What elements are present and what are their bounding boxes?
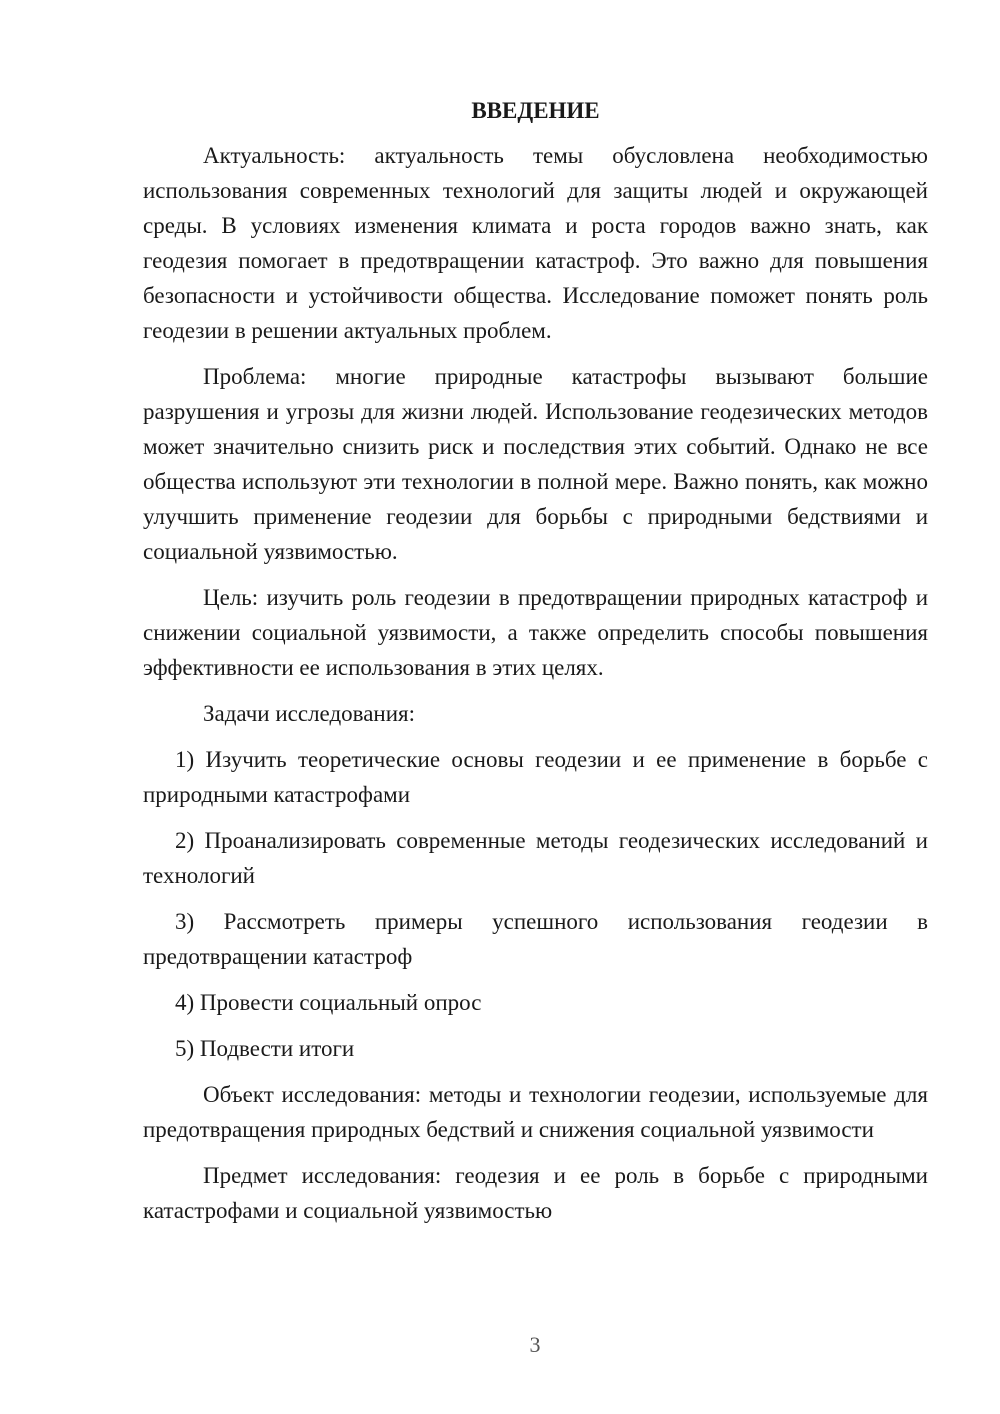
object-paragraph: Объект исследования: методы и технологии геодезии, используемые для предотвращения природных бедствий и снижения социальной уязвимости bbox=[143, 1082, 928, 1142]
page-content bbox=[143, 96, 928, 1239]
task-item-3: 3) Рассмотреть примеры успешного использования геодезии в предотвращении катастроф bbox=[143, 909, 928, 969]
task-item-2: 2) Проанализировать современные методы геодезических исследований и технологий bbox=[143, 828, 928, 888]
subject-paragraph: Предмет исследования: геодезия и ее роль в борьбе с природными катастрофами и социальной уязвимостью bbox=[143, 1163, 928, 1223]
task-item-1: 1) Изучить теоретические основы геодезии и ее применение в борьбе с природными катастрофами bbox=[143, 747, 928, 807]
task-item-4: 4) Провести социальный опрос bbox=[175, 990, 482, 1015]
page-number: 3 bbox=[529, 1332, 541, 1357]
problem-paragraph: Проблема: многие природные катастрофы вызывают большие разрушения и угрозы для жизни людей. Использование геодезических методов может значительно снизить риск и последствия этих событий. Однако не все общества используют эти технологии в полной мере. Важно понять, как можно улучшить применение геодезии для борьбы с природными бедствиями и социальной уязвимостью. bbox=[143, 364, 928, 564]
relevance-paragraph: Актуальность: актуальность темы обусловлена необходимостью использования современных технологий для защиты людей и окружающей среды. В условиях изменения климата и роста городов важно знать, как геодезия помогает в предотвращении катастроф. Это важно для повышения безопасности и устойчивости общества. Исследование поможет понять роль геодезии в решении актуальных проблем. bbox=[143, 143, 928, 343]
task-item-5: 5) Подвести итоги bbox=[175, 1036, 355, 1061]
tasks-heading: Задачи исследования: bbox=[203, 701, 416, 726]
section-title: ВВЕДЕНИЕ bbox=[471, 98, 600, 123]
goal-paragraph: Цель: изучить роль геодезии в предотвращении природных катастроф и снижении социальной уязвимости, а также определить способы повышения эффективности ее использования в этих целях. bbox=[143, 585, 928, 680]
